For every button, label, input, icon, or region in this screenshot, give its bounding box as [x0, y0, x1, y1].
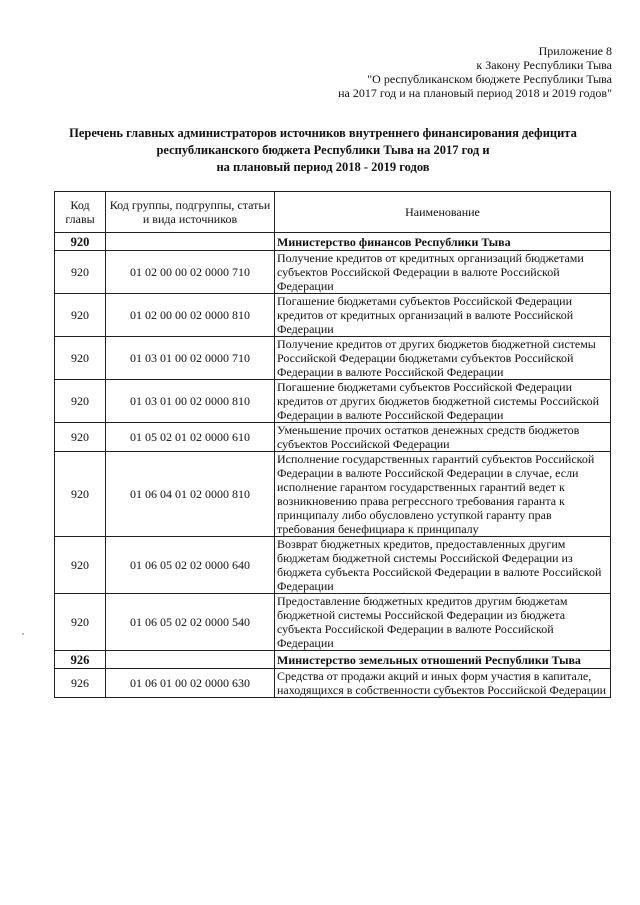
- header-code: Код главы: [55, 192, 106, 233]
- cell-source-code: 01 03 01 00 02 0000 710: [106, 337, 275, 380]
- table-row: [55, 251, 611, 294]
- table-body: [55, 233, 611, 698]
- table-row: [55, 423, 611, 452]
- cell-code: 920: [55, 452, 106, 537]
- cell-code: 920: [55, 423, 106, 452]
- cell-name: Получение кредитов от других бюджетов бюджетной системы Российской Федерации бюджетами субъектов Российской Федерации в валюте Российской Федерации: [275, 337, 611, 380]
- ministry-row: [55, 233, 611, 251]
- document-title: [40, 125, 606, 176]
- table-row: [55, 594, 611, 651]
- cell-name: Министерство финансов Республики Тыва: [275, 233, 611, 251]
- table-row: [55, 669, 611, 698]
- title-line-2: республиканского бюджета Республики Тыва на 2017 год и: [156, 143, 490, 157]
- cell-code: 926: [55, 651, 106, 669]
- appendix-block: [338, 44, 612, 100]
- cell-name: Средства от продажи акций и иных форм участия в капитале, находящихся в собственности субъектов Российской Федерации: [275, 669, 611, 698]
- table-row: [55, 294, 611, 337]
- ministry-row: [55, 651, 611, 669]
- cell-name: Уменьшение прочих остатков денежных средств бюджетов субъектов Российской Федерации: [275, 423, 611, 452]
- cell-source-code: 01 06 05 02 02 0000 640: [106, 537, 275, 594]
- cell-code: 920: [55, 294, 106, 337]
- cell-source-code: 01 05 02 01 02 0000 610: [106, 423, 275, 452]
- cell-source-code: 01 03 01 00 02 0000 810: [106, 380, 275, 423]
- cell-name: Погашение бюджетами субъектов Российской Федерации кредитов от других бюджетов бюджетной системы Российской Федерации в валюте Российской Федерации: [275, 380, 611, 423]
- cell-code: 920: [55, 233, 106, 251]
- title-line-1: Перечень главных администраторов источников внутреннего финансирования дефицита: [69, 126, 577, 140]
- scan-artifact: [22, 633, 24, 635]
- table-row: [55, 537, 611, 594]
- table-row: [55, 452, 611, 537]
- cell-code: 920: [55, 251, 106, 294]
- table-row: [55, 337, 611, 380]
- administrators-table: [54, 191, 611, 698]
- cell-name: Исполнение государственных гарантий субъектов Российской Федерации в валюте Российской Федерации в случае, если исполнение гарантом государственных гарантий ведет к возникновению права регрессного требования гаранта к принципалу либо обусловлено уступкой гаранту прав требования бенефициара к принципалу: [275, 452, 611, 537]
- header-name: Наименование: [275, 192, 611, 233]
- table-row: [55, 380, 611, 423]
- cell-code: 926: [55, 669, 106, 698]
- cell-code: 920: [55, 594, 106, 651]
- cell-code: 920: [55, 337, 106, 380]
- appendix-line-1: Приложение 8: [538, 44, 612, 58]
- cell-code: 920: [55, 380, 106, 423]
- cell-source-code: 01 06 05 02 02 0000 540: [106, 594, 275, 651]
- table-header-row: [55, 192, 611, 233]
- cell-name: Получение кредитов от кредитных организаций бюджетами субъектов Российской Федерации в валюте Российской Федерации: [275, 251, 611, 294]
- cell-source-code: 01 02 00 00 02 0000 710: [106, 251, 275, 294]
- appendix-line-4: на 2017 год и на плановый период 2018 и 2019 годов": [338, 86, 612, 100]
- cell-name: Предоставление бюджетных кредитов другим бюджетам бюджетной системы Российской Федерации из бюджета субъекта Российской Федерации в валюте Российской Федерации: [275, 594, 611, 651]
- header-source-code: Код группы, подгруппы, статьи и вида источников: [106, 192, 275, 233]
- title-line-3: на плановый период 2018 - 2019 годов: [216, 160, 430, 174]
- cell-source-code: [106, 233, 275, 251]
- cell-name: Погашение бюджетами субъектов Российской Федерации кредитов от кредитных организаций в валюте Российской Федерации: [275, 294, 611, 337]
- cell-name: Возврат бюджетных кредитов, предоставленных другим бюджетам бюджетной системы Российской Федерации из бюджета субъекта Российской Федерации в валюте Российской Федерации: [275, 537, 611, 594]
- cell-source-code: [106, 651, 275, 669]
- cell-code: 920: [55, 537, 106, 594]
- cell-source-code: 01 06 04 01 02 0000 810: [106, 452, 275, 537]
- cell-source-code: 01 06 01 00 02 0000 630: [106, 669, 275, 698]
- cell-source-code: 01 02 00 00 02 0000 810: [106, 294, 275, 337]
- appendix-line-2: к Закону Республики Тыва: [476, 58, 612, 72]
- appendix-line-3: "О республиканском бюджете Республики Тыва: [367, 72, 612, 86]
- cell-name: Министерство земельных отношений Республики Тыва: [275, 651, 611, 669]
